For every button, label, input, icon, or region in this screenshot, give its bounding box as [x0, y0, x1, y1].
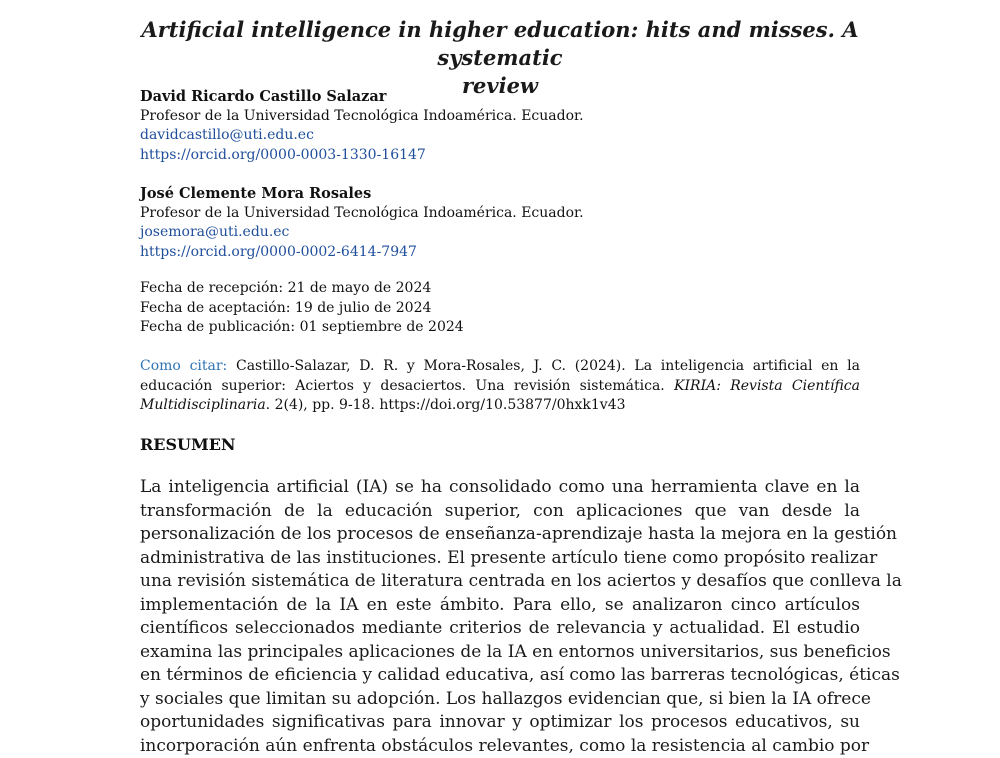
abstract-line: transformación de la educación superior, con aplicaciones que van desde la — [140, 500, 860, 524]
received-date: Fecha de recepción: 21 de mayo de 2024 — [140, 279, 860, 299]
paper-title-line-2: review — [120, 72, 880, 100]
abstract-line: implementación de la IA en este ámbito. Para ello, se analizaron cinco artículos — [140, 594, 860, 618]
author-block-2 — [140, 184, 860, 262]
abstract-line: La inteligencia artificial (IA) se ha consolidado como una herramienta clave en la — [140, 476, 860, 500]
abstract-line: y sociales que limitan su adopción. Los hallazgos evidencian que, si bien la IA ofrece — [140, 688, 860, 712]
abstract-body — [140, 476, 860, 758]
published-date: Fecha de publicación: 01 septiembre de 2024 — [140, 318, 860, 338]
author-email-link[interactable]: davidcastillo@uti.edu.ec — [140, 126, 860, 146]
abstract-line: una revisión sistemática de literatura centrada en los aciertos y desafíos que conlleva la — [140, 570, 860, 594]
author-orcid-link[interactable]: https://orcid.org/0000-0002-6414-7947 — [140, 243, 860, 263]
author-block-1 — [140, 87, 860, 165]
abstract-heading: RESUMEN — [140, 435, 860, 454]
abstract-line: oportunidades significativas para innovar y optimizar los procesos educativos, su — [140, 711, 860, 735]
abstract-line: científicos seleccionados mediante criterios de relevancia y actualidad. El estudio — [140, 617, 860, 641]
author-name: José Clemente Mora Rosales — [140, 184, 860, 204]
citation-label: Como citar: — [140, 358, 227, 374]
author-email-link[interactable]: josemora@uti.edu.ec — [140, 223, 860, 243]
author-orcid-link[interactable]: https://orcid.org/0000-0003-1330-16147 — [140, 146, 860, 166]
abstract-line: en términos de eficiencia y calidad educativa, así como las barreras tecnológicas, éticas — [140, 664, 860, 688]
abstract-line: incorporación aún enfrenta obstáculos relevantes, como la resistencia al cambio por — [140, 735, 860, 758]
dates-block — [140, 279, 860, 338]
citation-text: Castillo-Salazar, D. R. y Mora-Rosales, J. C. (2024). La inteligencia artificial en la educación superior: Aciertos y desaciertos. Una revisión sistemática. — [140, 358, 860, 394]
author-affiliation: Profesor de la Universidad Tecnológica Indoamérica. Ecuador. — [140, 204, 860, 224]
citation-block — [140, 357, 860, 416]
accepted-date: Fecha de aceptación: 19 de julio de 2024 — [140, 299, 860, 319]
abstract-line: administrativa de las instituciones. El presente artículo tiene como propósito realizar — [140, 547, 860, 571]
abstract-line: examina las principales aplicaciones de la IA en entornos universitarios, sus beneficios — [140, 641, 860, 665]
abstract-line: personalización de los procesos de enseñanza-aprendizaje hasta la mejora en la gestión — [140, 523, 860, 547]
citation-text-end[interactable]: . 2(4), pp. 9-18. https://doi.org/10.53877/0hxk1v43 — [266, 397, 626, 413]
author-name: David Ricardo Castillo Salazar — [140, 87, 860, 107]
citation-journal: KIRIA: Revista Científica Multidisciplinaria — [140, 378, 860, 414]
author-affiliation: Profesor de la Universidad Tecnológica Indoamérica. Ecuador. — [140, 107, 860, 127]
paper-title-line-1: Artificial intelligence in higher education: hits and misses. A systematic — [120, 16, 880, 72]
